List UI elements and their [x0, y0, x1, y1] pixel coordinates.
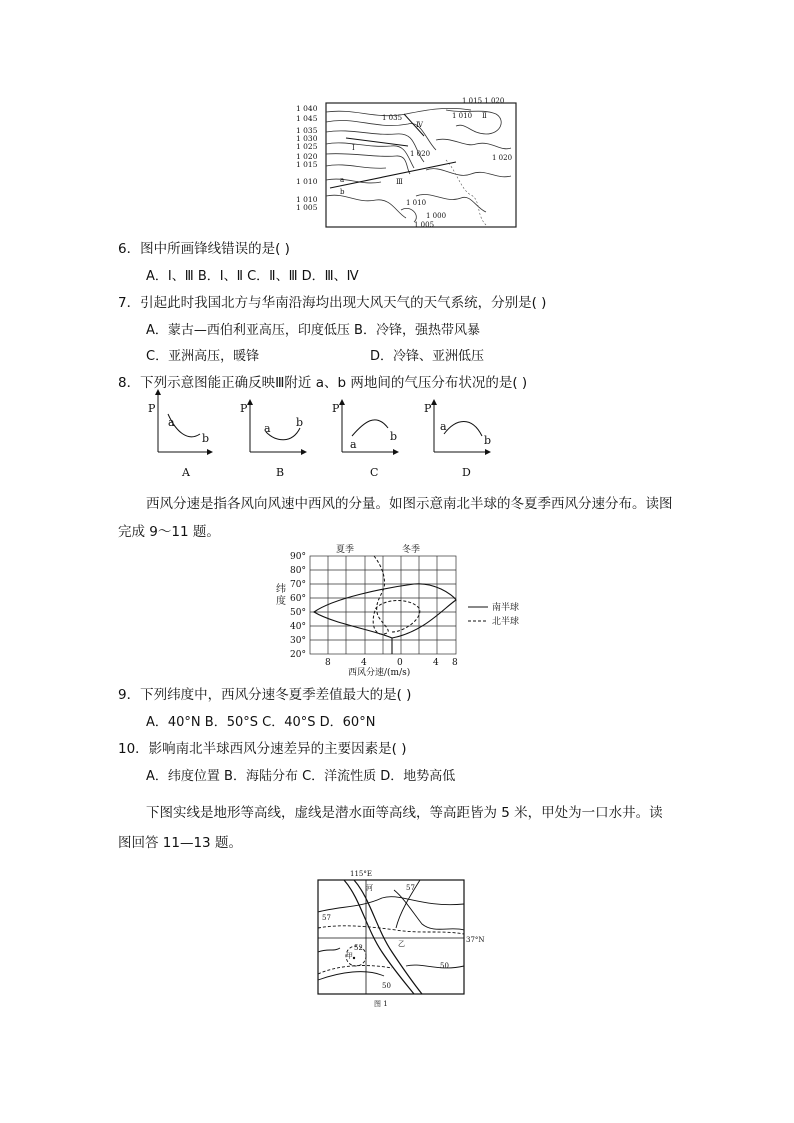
graph-a-letter: A: [182, 466, 190, 479]
contour-label: 57: [406, 884, 415, 892]
pressure-label: 1 045: [296, 114, 318, 123]
map-label: 1 020: [492, 154, 513, 162]
map-label: 1 005: [414, 221, 435, 229]
south-hemisphere-curve: [314, 584, 456, 654]
pressure-label: 1 035: [296, 126, 318, 135]
graph-b-b: b: [296, 416, 304, 429]
question-8: 8．下列示意图能正确反映Ⅲ附近 a、b 两地间的气压分布状况的是( ): [118, 375, 528, 391]
question-7: 7．引起此时我国北方与华南沿海均出现大风天气的天气系统，分别是( ): [118, 295, 547, 311]
graph-d-b: b: [484, 434, 492, 447]
contour-label: 50: [382, 982, 391, 990]
graph-d-axis: P: [424, 402, 432, 415]
intro-11-13: 下图实线是地形等高线，虚线是潜水面等高线，等高距皆为 5 米，甲处为一口水井。读图回答 11—13 题。: [118, 805, 663, 851]
graph-d-a: a: [440, 420, 447, 433]
xtick: 8: [325, 658, 331, 668]
graph-c-letter: C: [370, 466, 379, 479]
ytick: 20°: [290, 650, 306, 660]
question-10: 10．影响南北半球西风分速差异的主要因素是( ): [118, 741, 407, 757]
point-a-label: a: [340, 176, 345, 184]
ytick: 80°: [290, 566, 306, 576]
pressure-label: 1 005: [296, 203, 318, 212]
north-hemisphere-curve: [373, 556, 420, 634]
pressure-label: 1 010: [296, 195, 318, 204]
map-label: Ⅳ: [416, 121, 423, 129]
contour-label: 52: [354, 944, 363, 952]
map-label: 1 010: [406, 199, 427, 207]
legend-north: 北半球: [492, 617, 520, 627]
xtick: 4: [361, 658, 367, 668]
village-label: 乙: [398, 940, 405, 948]
ytick: 40°: [290, 622, 306, 632]
west-wind-chart: [274, 542, 550, 676]
graph-c-a: a: [350, 438, 357, 451]
summer-label: 夏季: [336, 545, 355, 555]
pressure-label: 1 015: [296, 160, 318, 169]
longitude-label: 115°E: [350, 870, 372, 878]
ytick: 50°: [290, 608, 306, 618]
intro-9-11: 西风分速是指各风向风速中西风的分量。如图示意南北半球的冬夏季西风分速分布。读图完成 9～11 题。: [118, 496, 673, 540]
figure-caption: 图 1: [374, 1000, 388, 1008]
pressure-label: 1 030: [296, 134, 318, 143]
latitude-label: 37°N: [466, 936, 485, 944]
graph-b-a: a: [264, 422, 271, 435]
contour-label: 50: [440, 962, 449, 970]
xtick: 8: [452, 658, 458, 668]
contour-label: 57: [322, 914, 331, 922]
question-6: 6．图中所画锋线错误的是( ): [118, 241, 290, 257]
map-label: 1 035: [382, 114, 403, 122]
ytick: 90°: [290, 552, 306, 562]
map-label: 1 015 1 020: [462, 97, 505, 105]
question-7-option-d: D．冷锋、亚洲低压: [370, 349, 485, 364]
graph-d-letter: D: [462, 466, 471, 479]
map-label: 1 010: [452, 112, 473, 120]
ytick: 70°: [290, 580, 306, 590]
graph-c-axis: P: [332, 402, 340, 415]
y-axis-label: 纬度: [276, 584, 286, 607]
xtick: 0: [397, 658, 403, 668]
map-label: 1 000: [426, 212, 447, 220]
graph-a-axis: P: [148, 402, 156, 415]
graph-b-letter: B: [276, 466, 285, 479]
pressure-graphs: [140, 398, 500, 460]
question-9: 9．下列纬度中，西风分速冬夏季差值最大的是( ): [118, 687, 412, 703]
winter-label: 冬季: [402, 545, 421, 555]
point-b-label: b: [340, 188, 345, 196]
contour-map: [310, 868, 485, 1010]
pressure-label: 1 040: [296, 104, 318, 113]
map-label: 1 020: [410, 150, 431, 158]
question-9-options: A．40°N B．50°S C．40°S D．60°N: [146, 715, 376, 730]
river-label: 河: [366, 884, 373, 892]
question-10-options: A．纬度位置 B．海陆分布 C．洋流性质 D．地势高低: [146, 769, 456, 784]
legend-south: 南半球: [492, 603, 520, 613]
pressure-label: 1 025: [296, 142, 318, 151]
graph-a-b: b: [202, 432, 210, 445]
graph-c-b: b: [390, 430, 398, 443]
pressure-label: 1 010: [296, 177, 318, 186]
question-6-options: A．Ⅰ、Ⅲ B．Ⅰ、Ⅱ C．Ⅱ、Ⅲ D．Ⅲ、Ⅳ: [146, 269, 359, 284]
question-7-option-a: A．蒙古—西伯利亚高压，印度低压 B．冷锋，强热带风暴: [146, 323, 480, 338]
graph-b-axis: P: [240, 402, 248, 415]
ytick: 60°: [290, 594, 306, 604]
question-7-option-c: C．亚洲高压，暖锋: [146, 349, 260, 364]
map-label: Ⅲ: [396, 178, 403, 186]
well-label: 甲: [346, 952, 353, 960]
x-axis-label: 西风分速/(m/s): [348, 668, 411, 678]
map-label: Ⅱ: [482, 112, 487, 120]
pressure-label: 1 020: [296, 152, 318, 161]
xtick: 4: [433, 658, 439, 668]
graph-a-a: a: [168, 416, 175, 429]
map-label: Ⅰ: [352, 144, 355, 152]
ytick: 30°: [290, 636, 306, 646]
isobar-map: [296, 97, 520, 230]
